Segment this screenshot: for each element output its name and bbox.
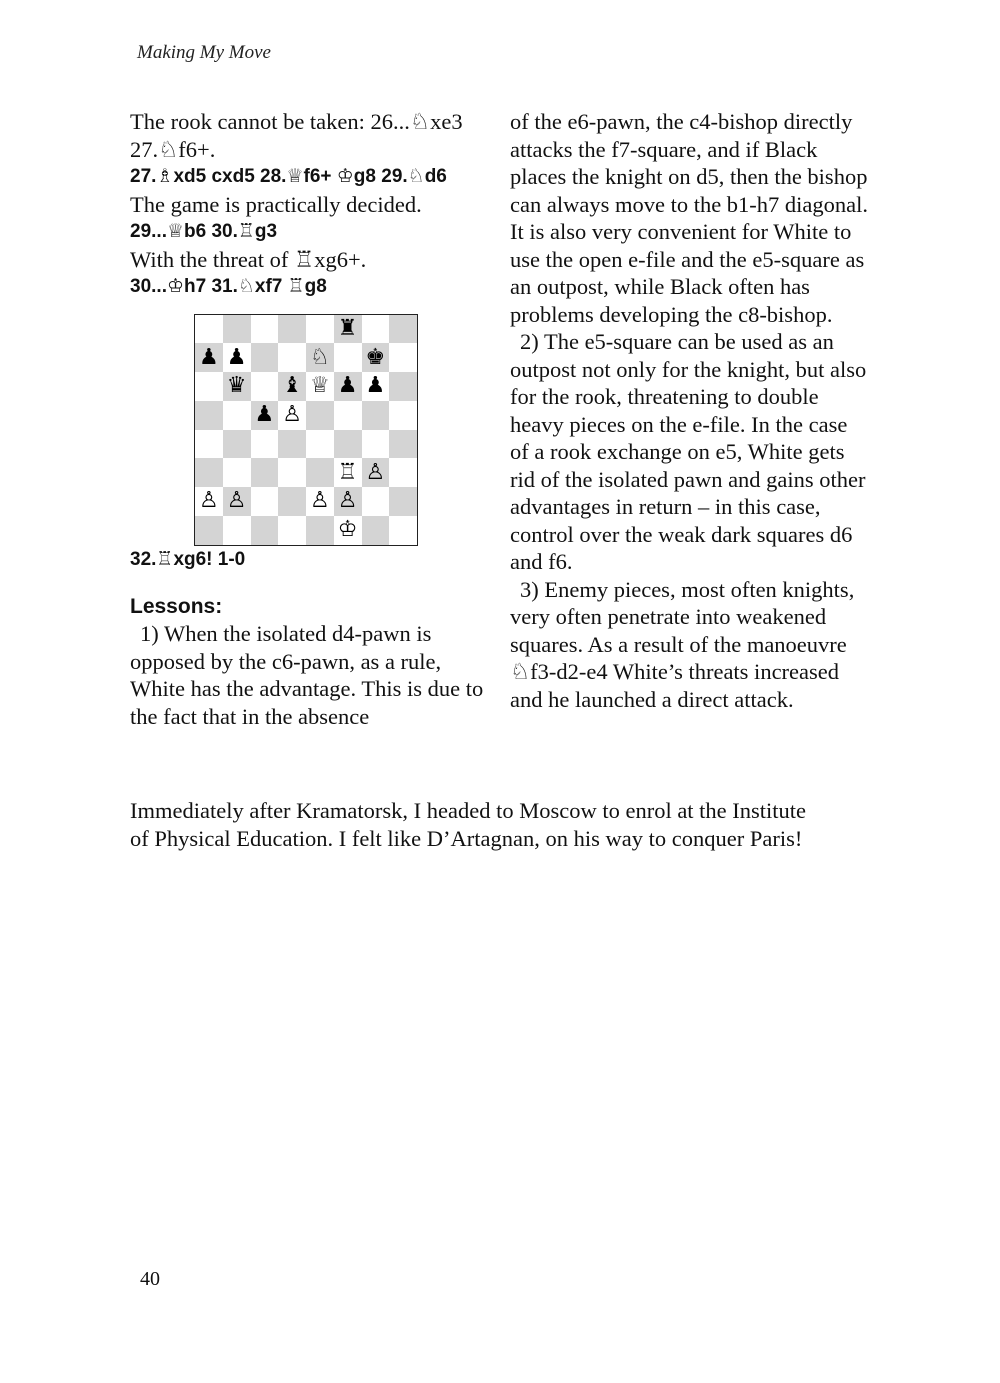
board-square-a4 <box>195 430 223 459</box>
board-square-d6 <box>278 372 306 401</box>
board-square-g5 <box>362 401 390 430</box>
board-square-f2 <box>334 487 362 516</box>
board-square-f8 <box>334 315 362 344</box>
board-square-e4 <box>306 430 334 459</box>
board-square-g3 <box>362 458 390 487</box>
board-square-h2 <box>389 487 417 516</box>
chess-piece: ♔ <box>337 517 358 543</box>
chess-piece: ♝ <box>282 373 302 399</box>
board-square-e6 <box>306 372 334 401</box>
move-line: 32.♖xg6! 1-0 <box>130 548 246 570</box>
board-square-h6 <box>389 372 417 401</box>
board-square-c5 <box>251 401 279 430</box>
board-square-a1 <box>195 516 223 545</box>
board-square-f1 <box>334 516 362 545</box>
board-square-a5 <box>195 401 223 430</box>
board-square-b2 <box>223 487 251 516</box>
chess-piece: ♕ <box>310 373 330 399</box>
chess-diagram <box>194 314 418 546</box>
chess-piece: ♙ <box>365 459 386 485</box>
board-square-e8 <box>306 315 334 344</box>
running-head: Making My Move <box>137 42 271 63</box>
board-square-d2 <box>278 487 306 516</box>
board-square-c3 <box>251 458 279 487</box>
text-paragraph: of the e6-pawn, the c4-bishop directly attacks the f7-square, and if Black places the knight on d5, then the bishop can always move to the b1-h7 diagonal. It is also very convenient for White to use the open e-file and the e5-square as an outpost, while Black often has problems developing the c8-bishop. <box>510 109 869 327</box>
chess-piece: ♖ <box>337 459 358 485</box>
board-square-f4 <box>334 430 362 459</box>
board-square-h7 <box>389 343 417 372</box>
chess-piece: ♙ <box>282 402 302 428</box>
board-square-g7 <box>362 343 390 372</box>
text-paragraph: The game is practically decided. <box>130 191 422 217</box>
board-square-b6 <box>223 372 251 401</box>
lesson-2: 2) The e5-square can be used as an outpost not only for the knight, but also for the rook, threatening to double heavy pieces on the e-file. In the case of a rook exchange on e5, White gets rid of the isolated pawn and gains other advantages in return – in this case, control over the weak dark squares d6 and f6. <box>510 329 867 574</box>
lessons-heading: Lessons: <box>130 595 223 618</box>
board-square-c6 <box>251 372 279 401</box>
text-paragraph: With the threat of ♖xg6+. <box>130 246 367 272</box>
board-square-b1 <box>223 516 251 545</box>
chess-piece: ♟ <box>226 344 247 370</box>
board-square-a3 <box>195 458 223 487</box>
board-square-g6 <box>362 372 390 401</box>
chess-piece: ♜ <box>337 315 358 341</box>
board-square-g4 <box>362 430 390 459</box>
board-square-b3 <box>223 458 251 487</box>
board-square-b5 <box>223 401 251 430</box>
chess-piece: ♚ <box>365 344 386 370</box>
chess-piece: ♟ <box>365 373 386 399</box>
board-square-d1 <box>278 516 306 545</box>
text-paragraph: The rook cannot be taken: 26...♘xe3 27.♘f6+. <box>130 109 463 162</box>
board-square-b4 <box>223 430 251 459</box>
chess-piece: ♟ <box>199 344 219 370</box>
board-square-e2 <box>306 487 334 516</box>
board-square-h8 <box>389 315 417 344</box>
board-square-h5 <box>389 401 417 430</box>
chess-piece: ♙ <box>226 488 247 514</box>
chess-piece: ♙ <box>337 488 358 514</box>
board-square-g8 <box>362 315 390 344</box>
board-square-e1 <box>306 516 334 545</box>
board-square-a8 <box>195 315 223 344</box>
board-square-h3 <box>389 458 417 487</box>
board-square-e7 <box>306 343 334 372</box>
board-square-d3 <box>278 458 306 487</box>
left-column <box>130 108 490 730</box>
chess-board <box>194 314 418 546</box>
board-square-h1 <box>389 516 417 545</box>
move-line: 30...♔h7 31.♘xf7 ♖g8 <box>130 276 327 297</box>
board-square-d7 <box>278 343 306 372</box>
board-square-f5 <box>334 401 362 430</box>
board-square-a7 <box>195 343 223 372</box>
board-square-d4 <box>278 430 306 459</box>
board-square-c8 <box>251 315 279 344</box>
chess-piece: ♛ <box>226 373 247 399</box>
page-number: 40 <box>140 1268 160 1290</box>
board-square-g1 <box>362 516 390 545</box>
board-square-c2 <box>251 487 279 516</box>
board-square-b8 <box>223 315 251 344</box>
board-square-c4 <box>251 430 279 459</box>
board-square-e5 <box>306 401 334 430</box>
board-square-f7 <box>334 343 362 372</box>
board-square-g2 <box>362 487 390 516</box>
board-square-c1 <box>251 516 279 545</box>
lesson-3: 3) Enemy pieces, most often knights, very often penetrate into weakened squares. As a result of the manoeuvre ♘f3-d2-e4 White’s threats increased and he launched a direct attack. <box>510 576 855 712</box>
chess-piece: ♙ <box>199 488 219 514</box>
board-square-c7 <box>251 343 279 372</box>
board-square-d8 <box>278 315 306 344</box>
board-square-h4 <box>389 430 417 459</box>
move-line: 27.♗xd5 cxd5 28.♕f6+ ♔g8 29.♘d6 <box>130 166 447 187</box>
board-square-f3 <box>334 458 362 487</box>
move-line: 29...♕b6 30.♖g3 <box>130 221 278 242</box>
chess-piece: ♙ <box>310 488 330 514</box>
lesson-1: 1) When the isolated d4-pawn is opposed by the c6-pawn, as a rule, White has the advantage. This is due to the fact that in the absence <box>130 621 484 729</box>
right-column <box>510 108 870 713</box>
board-square-b7 <box>223 343 251 372</box>
closing-paragraph: Immediately after Kramatorsk, I headed to Moscow to enrol at the Institute of Physical Education. I felt like D’Artagnan, on his way to conquer Paris! <box>130 798 807 851</box>
board-square-a2 <box>195 487 223 516</box>
board-square-d5 <box>278 401 306 430</box>
chess-piece: ♟ <box>337 373 358 399</box>
chess-piece: ♘ <box>310 344 330 370</box>
board-square-e3 <box>306 458 334 487</box>
board-square-f6 <box>334 372 362 401</box>
chess-piece: ♟ <box>254 402 275 428</box>
board-square-a6 <box>195 372 223 401</box>
